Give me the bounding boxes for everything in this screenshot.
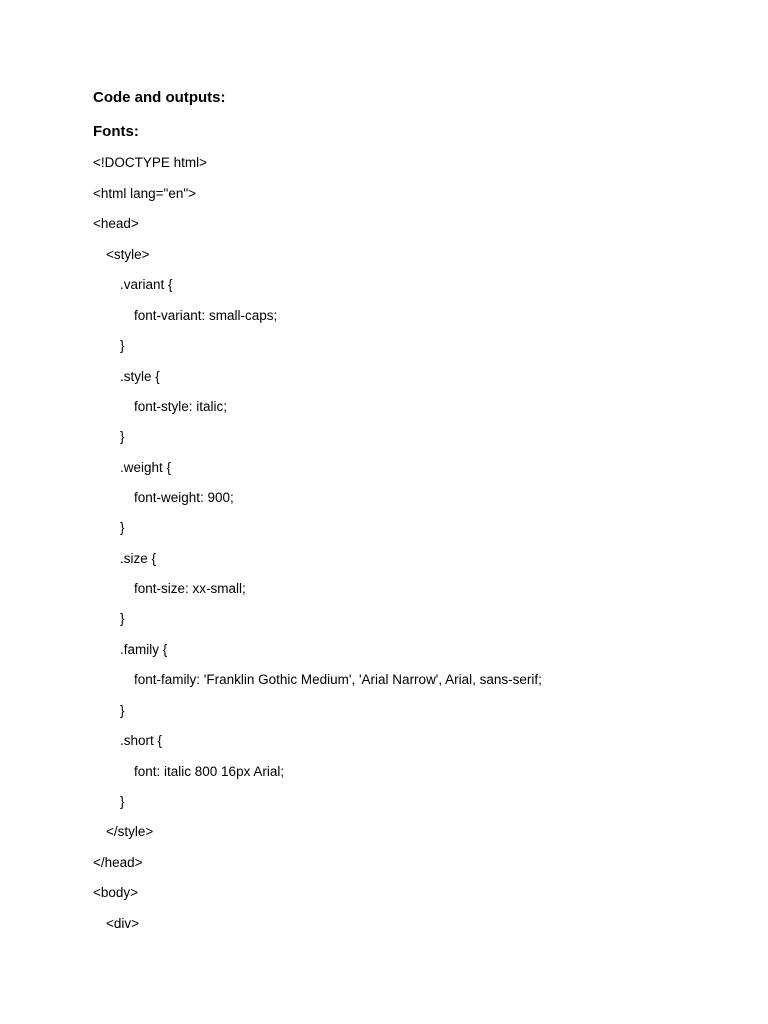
code-line: .weight { [120, 460, 172, 475]
code-line: font-variant: small-caps; [134, 308, 278, 323]
code-line: } [120, 429, 125, 444]
code-line: <div> [106, 916, 140, 931]
code-line: } [120, 338, 125, 353]
code-line: </style> [106, 824, 154, 839]
code-line: </head> [93, 855, 143, 870]
code-line: font-weight: 900; [134, 490, 234, 505]
code-line: <style> [106, 247, 150, 262]
code-line: <html lang="en"> [93, 186, 197, 201]
code-line: font: italic 800 16px Arial; [134, 764, 285, 779]
code-line: .family { [120, 642, 168, 657]
code-line: <body> [93, 885, 139, 900]
code-line: font-family: 'Franklin Gothic Medium', 'Arial Narrow', Arial, sans-serif; [134, 672, 542, 687]
code-line: .short { [120, 733, 163, 748]
code-line: } [120, 794, 125, 809]
code-line: } [120, 520, 125, 535]
code-line: .style { [120, 369, 160, 384]
code-line: <head> [93, 216, 139, 231]
code-line: } [120, 611, 125, 626]
code-line: .variant { [120, 277, 173, 292]
code-line: <!DOCTYPE html> [93, 155, 208, 170]
code-line: font-size: xx-small; [134, 581, 246, 596]
section-heading-fonts: Fonts: [93, 123, 139, 140]
document-title: Code and outputs: [93, 89, 226, 106]
code-line: .size { [120, 551, 157, 566]
code-line: } [120, 703, 125, 718]
code-line: font-style: italic; [134, 399, 228, 414]
